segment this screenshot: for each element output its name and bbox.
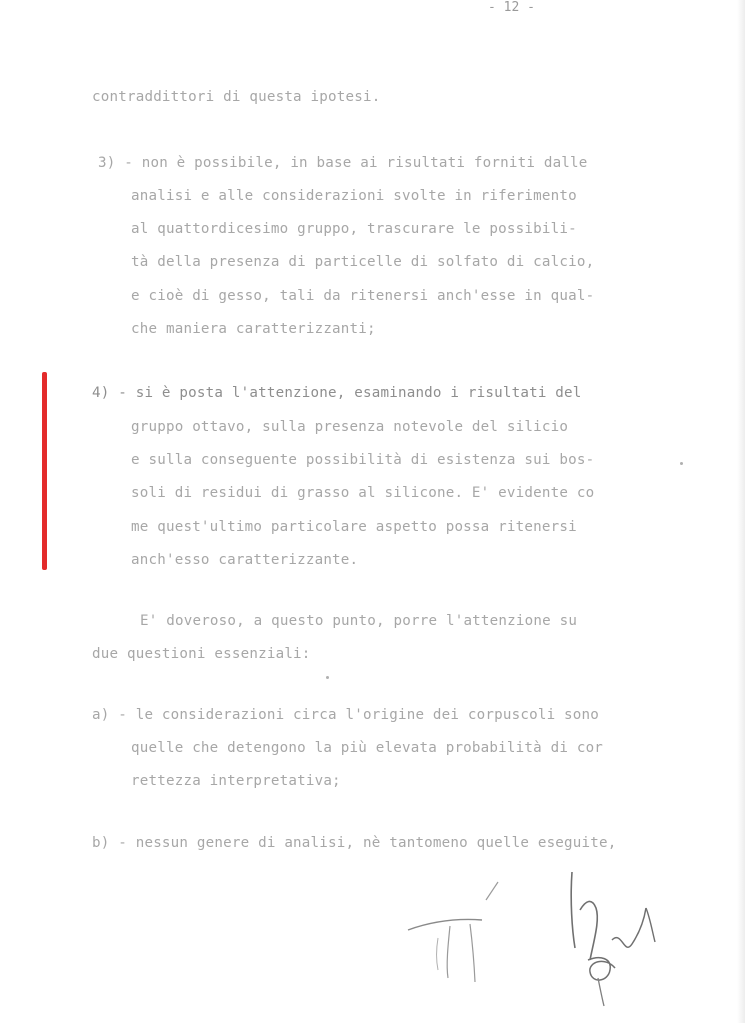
text-line: al quattordicesimo gruppo, trascurare le possibili- [131,221,577,237]
page-number: - 12 - [488,0,535,15]
text-line: 3) - non è possibile, in base ai risultati forniti dalle [98,155,588,171]
speck [326,676,329,679]
handwritten-signature [400,860,700,1010]
text-line: 4) - si è posta l'attenzione, esaminando i risultati del [92,385,582,401]
text-line: gruppo ottavo, sulla presenza notevole del silicio [131,419,569,435]
text-line: che maniera caratterizzanti; [131,321,376,337]
text-line: e sulla conseguente possibilità di esistenza sui bos- [131,452,595,468]
margin-highlight-mark [42,372,47,570]
speck [680,462,683,465]
text-line: due questioni essenziali: [92,646,311,662]
text-line: E' doveroso, a questo punto, porre l'attenzione su [140,613,578,629]
scan-edge-shadow [737,0,745,1023]
text-line: a) - le considerazioni circa l'origine dei corpuscoli sono [92,707,600,723]
text-line: me quest'ultimo particolare aspetto possa ritenersi [131,519,577,535]
text-line: e cioè di gesso, tali da ritenersi anch'esse in qual- [131,288,595,304]
text-line: soli di residui di grasso al silicone. E' evidente co [131,485,595,501]
text-line: b) - nessun genere di analisi, nè tantomeno quelle eseguite, [92,835,617,851]
text-line: anch'esso caratterizzante. [131,552,359,568]
text-line: analisi e alle considerazioni svolte in riferimento [131,188,577,204]
text-line: rettezza interpretativa; [131,773,341,789]
text-line: tà della presenza di particelle di solfato di calcio, [131,254,595,270]
text-line: quelle che detengono la più elevata probabilità di cor [131,740,604,756]
text-line: contraddittori di questa ipotesi. [92,89,381,105]
